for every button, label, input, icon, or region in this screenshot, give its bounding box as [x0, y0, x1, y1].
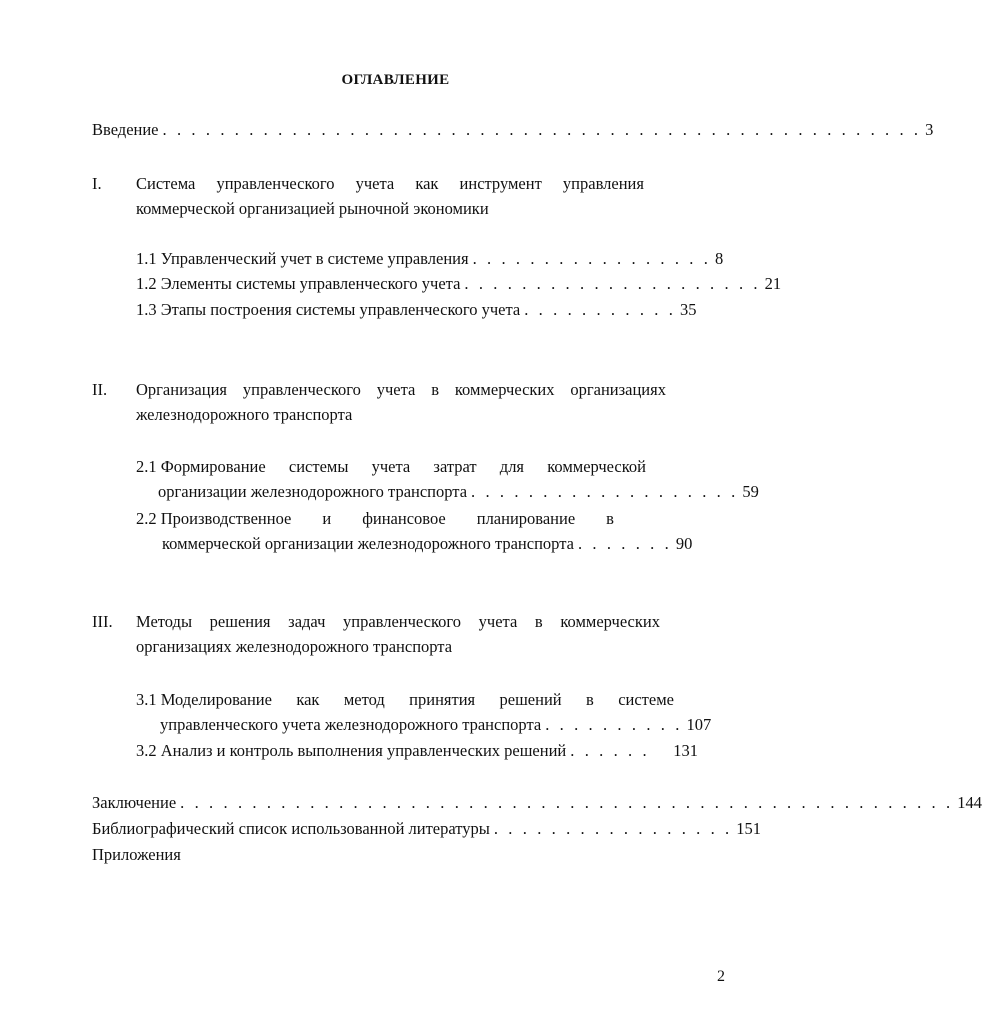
toc-leader-dots: . . . . . . . . . . . . . . . . . — [493, 819, 733, 838]
toc-leader-dots: . . . . . . . . . . . . . . . . . — [472, 249, 711, 268]
page-title: ОГЛАВЛЕНИЕ — [341, 72, 450, 88]
chapter-2-number: II. — [92, 380, 108, 399]
toc-section-1-2: 1.2 Элементы системы управленческого учета . . . . . . . . . . . . . . . . . . . . . 21 — [136, 274, 782, 293]
toc-section-1-1: 1.1 Управленческий учет в системе управления . . . . . . . . . . . . . . . . . 8 — [136, 249, 724, 268]
toc-leader-dots: . . . . . . . . . . . . . . . . . . . — [471, 482, 739, 501]
toc-section-2-2-line-1: 2.2 Производственное и финансовое планирование в — [136, 509, 614, 528]
toc-leader-dots: . . . . . . . . . . . . . . . . . . . . . . . . . . . . . . . . . . . . . . . . . . . . . . . . . . . . . — [162, 120, 922, 139]
toc-conclusion: Заключение . . . . . . . . . . . . . . . . . . . . . . . . . . . . . . . . . . . . . . . . . . . . . . . . . . . . . . 144 — [92, 793, 982, 812]
toc-leader-dots: . . . . . . . — [577, 534, 672, 553]
toc-leader-dots: . . . . . . . . . . . . . . . . . . . . . . . . . . . . . . . . . . . . . . . . . . . . . . . . . . . . . . — [180, 793, 954, 812]
toc-section-2-1-line-2: организации железнодорожного транспорта . . . . . . . . . . . . . . . . . . . 59 — [158, 482, 759, 501]
toc-leader-dots: . . . . . . . . . . . — [524, 300, 676, 319]
toc-section-2-2-line-2: коммерческой организации железнодорожного транспорта . . . . . . . 90 — [162, 534, 693, 553]
toc-section-3-2: 3.2 Анализ и контроль выполнения управленческих решений . . . . . . 131 — [136, 741, 698, 760]
toc-leader-dots: . . . . . . — [570, 741, 650, 760]
chapter-2-title-line-2: железнодорожного транспорта — [136, 405, 353, 424]
page-number: 2 — [717, 968, 725, 985]
toc-section-3-1-line-2: управленческого учета железнодорожного транспорта . . . . . . . . . . 107 — [160, 715, 712, 734]
toc-bibliography: Библиографический список использованной литературы . . . . . . . . . . . . . . . . . 151 — [92, 819, 762, 838]
chapter-3-number: III. — [92, 612, 113, 631]
toc-intro-page: 3 — [925, 120, 934, 139]
chapter-1-title-line-2: коммерческой организацией рыночной экономики — [136, 199, 489, 218]
toc-section-2-1-line-1: 2.1 Формирование системы учета затрат для коммерческой — [136, 457, 646, 476]
chapter-3-title-line-1: Методы решения задач управленческого учета в коммерческих — [136, 612, 660, 631]
toc-intro-label: Введение — [92, 120, 159, 139]
chapter-2-title-line-1: Организация управленческого учета в коммерческих организациях — [136, 380, 666, 399]
toc-leader-dots: . . . . . . . . . . — [545, 715, 683, 734]
chapter-1-number: I. — [92, 174, 102, 193]
chapter-3-title-line-2: организациях железнодорожного транспорта — [136, 637, 453, 656]
toc-section-3-1-line-1: 3.1 Моделирование как метод принятия решений в системе — [136, 690, 674, 709]
toc-intro — [92, 120, 934, 142]
toc-appendix: Приложения — [92, 845, 181, 864]
toc-leader-dots: . . . . . . . . . . . . . . . . . . . . . — [464, 274, 761, 293]
chapter-1-title-line-1: Система управленческого учета как инструмент управления — [136, 174, 644, 193]
toc-section-1-3: 1.3 Этапы построения системы управленческого учета . . . . . . . . . . . 35 — [136, 300, 697, 319]
